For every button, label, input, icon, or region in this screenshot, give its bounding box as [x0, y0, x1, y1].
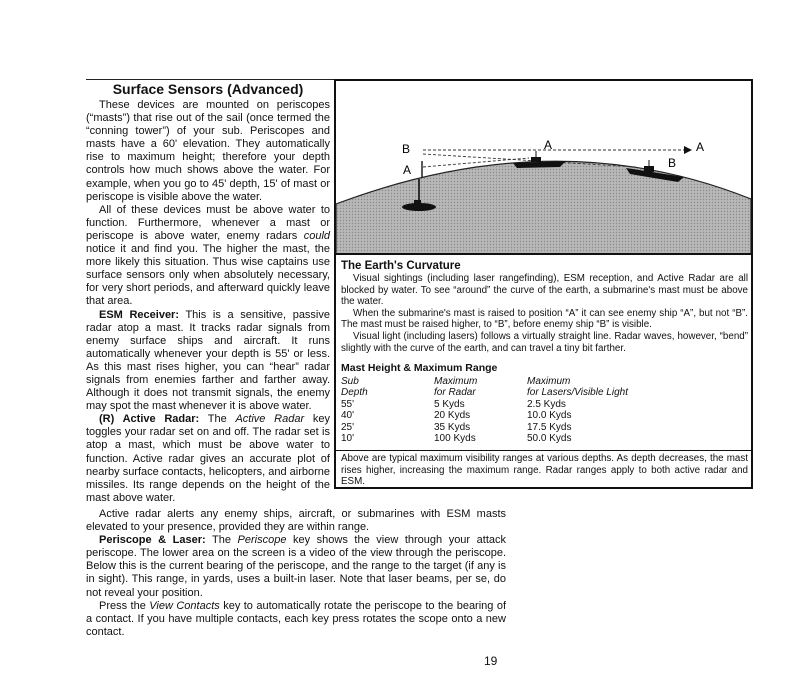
earth-surface — [336, 161, 751, 255]
figure-caption — [341, 273, 748, 354]
periscope-pre: The — [205, 534, 238, 547]
label-b-right: B — [668, 156, 677, 170]
mast-table-title: Mast Height & Maximum Range — [341, 362, 498, 374]
vc-pre: Press the — [99, 599, 150, 612]
table-cell: 100 Kyds — [434, 433, 476, 445]
table-row — [341, 433, 727, 444]
header-cell: Sub — [341, 376, 359, 387]
vc-text: key to automatically rotate the periscope to the bearing of a contact. If you have multiple contacts, each key press rotates the scope onto a new contact. — [86, 599, 507, 638]
paragraph-esm — [86, 309, 330, 414]
periscope-label: Periscope & Laser: — [99, 534, 206, 547]
table-cell: 55' — [341, 398, 355, 410]
table-row — [341, 399, 727, 410]
radar-text: key toggles your radar set on and off. The radar set is atop a mast, which must be above water to function. Active radar gives an accurate plot of nearby surface contacts, helicopters, and airborne missiles. Its range depends on the height of the mast above water. — [86, 413, 330, 504]
p2-text-a: All of these devices must be above water to function. Furthermore, whenever a mast or periscope is above water, enemy radars — [86, 203, 330, 242]
radar-key-name: Active Radar — [235, 413, 305, 426]
table-cell: 10.0 Kyds — [527, 410, 572, 422]
table-cell: 5 Kyds — [434, 398, 465, 410]
header-cell: for Radar — [434, 387, 476, 399]
table-cell: 25' — [341, 421, 355, 433]
caption-p3: Visual light (including lasers) follows a virtually straight line. Radar waves, however, “bend” slightly with the curve of the earth, and can travel a tiny bit farther. — [341, 330, 748, 354]
mast-table-note: Above are typical maximum visibility ranges at various depths. As depth decreases, the mast rises higher, increasing the maximum range. Radar ranges apply to both active radar and ESM. — [341, 453, 748, 488]
periscope-key-name: Periscope — [237, 534, 287, 547]
table-cell: 2.5 Kyds — [527, 398, 566, 410]
header-cell: Depth — [341, 387, 368, 399]
paragraph-periscope — [86, 534, 506, 599]
mast-height-table — [341, 376, 727, 444]
table-cell: 20 Kyds — [434, 410, 471, 422]
table-row — [341, 422, 727, 433]
label-a-left: A — [403, 163, 412, 177]
full-width-text — [86, 508, 506, 639]
paragraph-active-radar — [86, 413, 330, 505]
label-b-left: B — [402, 142, 411, 156]
page-number: 19 — [484, 654, 498, 668]
table-cell: 17.5 Kyds — [527, 421, 572, 433]
table-cell: 40' — [341, 410, 355, 422]
table-cell: 50.0 Kyds — [527, 433, 572, 445]
table-divider — [336, 450, 751, 451]
label-a-mid: A — [544, 138, 553, 152]
vc-key-name: View Contacts — [149, 599, 220, 612]
paragraph-radar-alerts: Active radar alerts any enemy ships, aircraft, or submarines with ESM masts elevated to your presence, provided they are within range. — [86, 508, 506, 534]
paragraph-masts: These devices are mounted on periscopes (“masts”) that rise out of the sail (once termed the “conning tower”) of your sub. Periscopes and masts have a 60' elevation. They automatically rise to maximum height; therefore your depth controls how much shows above the water. For example, when you go to 45' depth, 15' of mast or periscope is visible above the water. — [86, 99, 330, 203]
p2-emphasis: could — [303, 229, 330, 242]
table-cell: 35 Kyds — [434, 421, 471, 433]
paragraph-view-contacts — [86, 600, 506, 639]
ship-a-icon — [513, 151, 566, 168]
esm-text: This is a sensitive, passive radar atop a mast. It tracks radar signals from enemy surface ships and aircraft. It runs automatically whenever your depth is 55' or less. As this mast rises higher, you can “hear” radar signals from enemies farther and farther away. Although it does not transmit signals, the enemy may spot the mast whenever it is above water. — [86, 308, 330, 413]
left-column — [86, 80, 330, 505]
arrowhead-icon — [684, 146, 692, 154]
p2-text-b: notice it and find you. The higher the mast, the more likely this situation. Thus wise captains use surface sensors only when absolutely necessary, for very short periods, and afterward quickly leave that area. — [86, 243, 330, 308]
periscope-text: key shows the view through your attack periscope. The lower area on the screen is a video of the view through the periscope. Below this is the current bearing of the periscope, and the range to the target (if any is in sight). This range, in yards, uses a built-in laser. Note that laser beams, per se, do not reveal your position. — [86, 534, 506, 599]
header-cell: Maximum — [527, 376, 571, 387]
curvature-diagram — [336, 81, 751, 255]
table-cell: 10' — [341, 433, 355, 445]
header-cell: for Lasers/Visible Light — [527, 387, 628, 399]
earth-curvature-box — [334, 79, 753, 489]
esm-label: ESM Receiver: — [99, 308, 180, 321]
figure-title: The Earth's Curvature — [341, 260, 461, 272]
label-a-right: A — [696, 140, 705, 154]
section-title: Surface Sensors (Advanced) — [112, 81, 304, 97]
table-row — [341, 410, 727, 421]
table-header-row — [341, 387, 727, 398]
radar-pre: The — [199, 413, 236, 426]
header-cell: Maximum — [434, 376, 478, 387]
paragraph-above-water — [86, 204, 330, 309]
caption-p1: Visual sightings (including laser rangefinding), ESM reception, and Active Radar are all blocked by water. To see “around” the curve of the earth, a submarine's mast must be above the water. — [341, 273, 748, 308]
caption-p2: When the submarine's mast is raised to position “A” it can see enemy ship “A”, but not “B”. The mast must be raised higher, to “B”, before enemy ship “B” is visible. — [341, 307, 748, 331]
table-header-row — [341, 376, 727, 387]
radar-label: (R) Active Radar: — [99, 413, 200, 426]
curvature-illustration — [336, 81, 751, 255]
